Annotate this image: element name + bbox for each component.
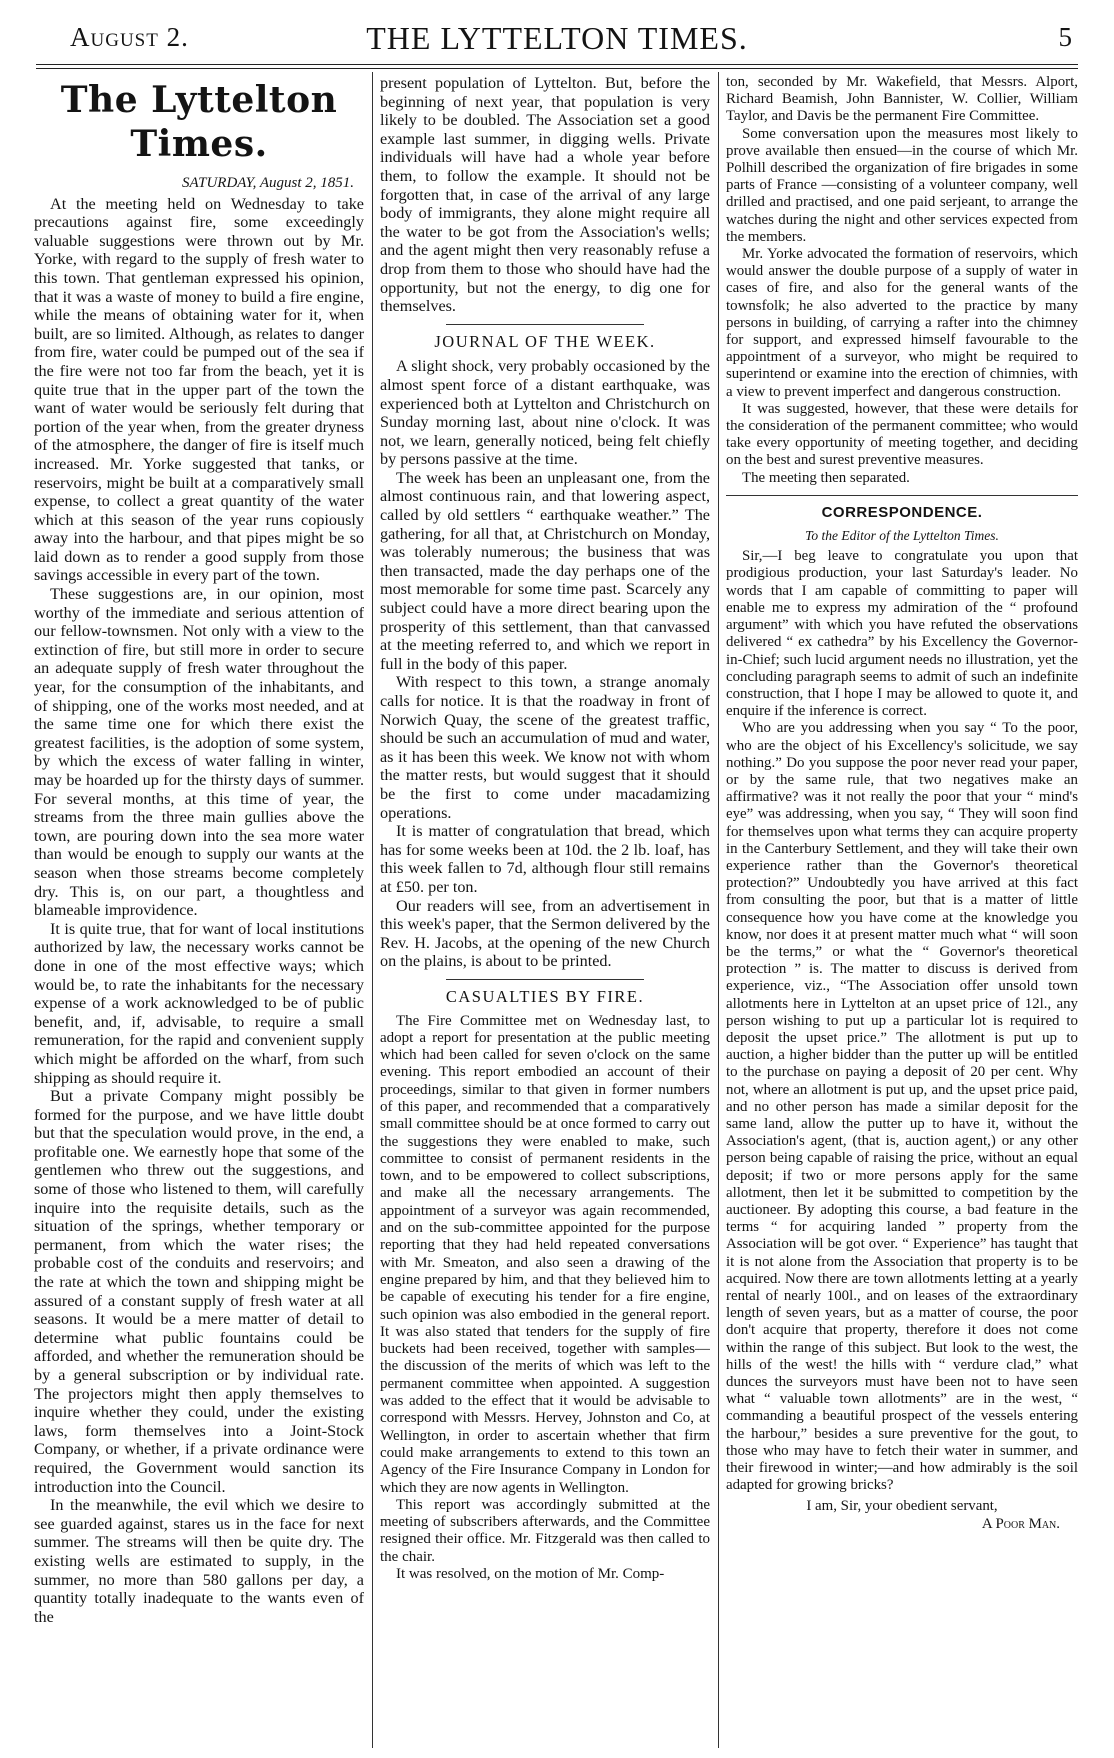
editorial-paragraph: But a private Company might possibly be formed for the purpose, and we have little doubt but that the speculation would prove, in the end, a profitable one. We earnestly hope that some of the gentlemen who threw out the suggestions, and some of those who listened to them, will carefully inquire into the requisite details, such as the situation of the springs, whether temporary or permanent, from which the water rises; the probable cost of the conduits and reservoirs; and the rate at which the town and shipping might be assured of a constant supply of fresh water at all seasons. It would be a mere matter of detail to determine what public fountains could be afforded, and whether the remuneration should be by a general subscription or by individual rate. The projectors might then apply themselves to inquire whether they could, under the existing laws, form themselves into a Joint-Stock Company, or whether, if a private ordinance were required, the Government would sanction its introduction into the Council. — [34, 1087, 364, 1496]
casualties-paragraph: The Fire Committee met on Wednesday last, to adopt a report for presentation at the public meeting which had been called for seven o'clock on the same evening. This report embodied an account of their proceedings, similar to that given in former numbers of this paper, and recommended that a comparatively small committee should be at once formed to carry out the suggestions they were enabled to make, such committee to consist of permanent residents in the town, and to be empowered to collect subscriptions, and make all the necessary arrangements. The appointment of a surveyor was again recommended, and on the sub-committee appointed for the purpose reporting that they had held repeated conversations with Mr. Smeaton, and also seen a drawing of the engine prepared by him, and that they believed him to be capable of executing his tender for a fire engine, such opinion was also embodied in the general report. It was also stated that tenders for the supply of fire buckets had been received, together with samples—the discussion of the merits of which was left to the permanent committee when appointed. A suggestion was added to the effect that it would be advisable to correspond with Messrs. Hervey, Johnston and Co, at Wellington, in order to ascertain whether that firm could make arrangements to extend to this town an Agency of the Fire Insurance Company in London for which they are now agents in Wellington. — [380, 1012, 710, 1496]
correspondence-salutation: To the Editor of the Lyttelton Times. — [805, 528, 999, 544]
journal-paragraph: A slight shock, very probably occasioned by the almost spent force of a distant earthquake, was experienced both at Lyttelton and Christchurch on Sunday morning last, about nine o'clock. It was not, we learn, generally noticed, being felt chiefly by persons passive at the time. — [380, 357, 710, 469]
fire-report-paragraph: The meeting then separated. — [742, 469, 910, 486]
column-divider-1 — [372, 72, 373, 1748]
letter-signature: A Poor Man. — [981, 1515, 1060, 1532]
column-divider-2 — [718, 72, 719, 1748]
journal-heading: JOURNAL OF THE WEEK. — [434, 331, 656, 351]
editorial-continuation: present population of Lyttelton. But, before the beginning of next year, that population is very likely to be doubled. The Association set a good example last summer, in digging wells. Private individuals will have had a whole year before them, to follow the example. It should not be forgotten that, in case of the arrival of any large body of immigrants, they alone might require all the water to be got from the Association's wells; and the agent might then very reasonably refuse a drop from them to those who should have had the opportunity, but not the energy, to dig one for themselves. — [380, 74, 710, 316]
dateline: SATURDAY, August 2, 1851. — [182, 175, 354, 191]
letter-closing: I am, Sir, your obedient servant, — [806, 1498, 998, 1515]
letter-paragraph: Sir,—I beg leave to congratulate you upon that prodigious production, your last Saturday's leader. No words that I am capable of committing to paper will enable me to express my admiration of the “ profound argument” with which you have refuted the observations delivered “ ex cathedra” by his Excellency the Governor-in-Chief; such lucid argument needs no illustration, yet the concluding paragraph seems to admit of such an indefinite construction, that I hope I may be allowed to quote it, and enquire if the inference is correct. — [726, 548, 1078, 720]
header-date: August 2. — [70, 22, 189, 52]
fire-report-paragraph: Mr. Yorke advocated the formation of reservoirs, which would answer the double purpose of a supply of water in cases of fire, and also for the general wants of the townsfolk; he also adverted to the practice by many persons in building, of carrying a rafter into the chimney for support, and expressed himself favourable to the appointment of a surveyor, who might be required to superintend or examine into the erection of chimnies, with a view to prevent imperfect and dangerous construction. — [726, 246, 1078, 400]
casualties-paragraph: It was resolved, on the motion of Mr. Comp- — [396, 1566, 665, 1582]
page-number: 5 — [1058, 22, 1072, 52]
header-rule-bottom — [36, 68, 1078, 69]
journal-paragraph: The week has been an unpleasant one, from the almost continuous rain, and that lowering aspect, called by old settlers “ earthquake weather.” The gathering, for all that, at Christchurch on Monday, was tolerably numerous; the business that was then transacted, made the day perhaps one of the most memorable for some time past. Scarcely any subject could have a more direct bearing upon the prosperity of this settlement, than that canvassed at the meeting referred to, and which we report in full in the body of this paper. — [380, 468, 710, 673]
column-2 — [380, 74, 710, 1746]
journal-paragraph: Our readers will see, from an advertisement in this week's paper, that the Sermon delivered by the Rev. H. Jacobs, at the opening of the new Church on the plains, is about to be printed. — [380, 896, 710, 971]
editorial-paragraph: In the meanwhile, the evil which we desire to see guarded against, stares us in the face for next summer. The streams will then be quite dry. The existing wells are estimated to supply, in the summer, no more than 580 gallons per day, a quantity totally inadequate to the wants even of the — [34, 1496, 364, 1626]
casualties-heading: CASUALTIES BY FIRE. — [445, 986, 645, 1006]
section-separator — [446, 979, 644, 980]
editorial-paragraph: It is quite true, that for want of local institutions authorized by law, the necessary works cannot be done in one of the most effective ways; which would be, to rate the inhabitants for the necessary expense of a work acknowledged to be of public benefit, and, if, advisable, to require a small remuneration, for the rapid and convenient supply which might be afforded on the wharf, from such shipping as should require it. — [34, 919, 364, 1087]
editorial-paragraph: At the meeting held on Wednesday to take precautions against fire, some exceedingly valuable suggestions were thrown out by Mr. Yorke, with regard to the supply of fresh water to this town. That gentleman expressed his opinion, that it was a waste of money to build a fire engine, while the means of obtaining water for it, when built, are so limited. Although, as relates to danger from fire, water could be pumped out of the sea if the fire were not too far from the beach, yet it is quite true that in the upper part of the town the want of water would be seriously felt during that portion of the year when, from the greater dryness of the atmosphere, the danger of fire is itself much increased. Mr. Yorke suggested that tanks, or reservoirs, might be built at a comparatively small expense, to collect a great quantity of the water which at this season of the year runs copiously away into the harbour, and that pipes might be so laid down as to render a good supply from those savings accessible in every part of the town. — [34, 194, 364, 585]
fire-report-continuation: ton, seconded by Mr. Wakefield, that Messrs. Alport, Richard Beamish, John Bannister, W. Collier, William Taylor, and Davis be the permanent Fire Committee. — [726, 74, 1078, 125]
journal-paragraph: It is matter of congratulation that bread, which has for some weeks been at 10d. the 2 lb. loaf, has this week fallen to 7d, although flour still remains at £50. per ton. — [380, 822, 710, 896]
letter-paragraph: Who are you addressing when you say “ To the poor, who are the object of his Excellency's solicitude, we say nothing.” Do you suppose the poor never read your paper, or by the same rule, that two negatives make an affirmative? was it not really the poor that your “ mind's eye” was addressing, when you say, “ They will soon find for themselves upon what terms they can acquire property in the Canterbury Settlement, and they will take their own experience rather than the Governor's theoretical protection?” Undoubtedly you have arrived at this fact from consulting the poor, but that is a matter of little consequence how you have come at the knowledge you know, nor does it at present matter much what “ will soon be the terms,” or what the “ Governor's theoretical protection ” is. The matter to discuss is derived from experience, viz., “The Association offer unsold town allotments here in Lyttelton at an upset price of 12l., any person wishing to put up a particular lot is required to deposit the upset price.” The allotment is put up to auction, a higher bidder than the putter up will be entitled to the purchase on paying a deposit of 20 per cent. Why not, where an allotment is put up, and the upset price paid, and no other person has made a similar deposit for the same land, allow the putter up to have it, without the Association's agent, (that is, auction agent,) or any other person being capable of raising the price, without an equal deposit; if two or more persons apply for the same allotment, then let it be submitted to competition by the auctioneer. By adopting this course, a bad feature in the terms “ for acquiring landed ” property from the Association will be got over. “ Experience” has taught that it is not alone from the Association that property is to be acquired. Now there are town allotments letting at a yearly rental of nearly 100l., and on leases of the extraordinary length of seven years, but as a matter of course, the poor don't acquire that property, therefore it does not come within the range of this subject. But look to the west, the hills of the west! the hills with “ verdure clad,” what dunces the surveyors must have been not to have seen what “ valuable town allotments” are in the west, “ commanding a beautiful prospect of the vessels entering the harbour,” besides a sure preventive for the gout, to those who may have to fetch their water in summer, and their firewood in winter;—and how admirably is the soil adapted for growing bricks? — [726, 720, 1078, 1494]
fire-report-paragraph: Some conversation upon the measures most likely to prove available then ensued—in the course of which Mr. Polhill described the organization of fire brigades in some parts of France —consisting of a volunteer company, well drilled and practised, and one paid serjeant, to arrange the watches during the night and other services expected from the members. — [726, 125, 1078, 245]
casualties-paragraph: This report was accordingly submitted at the meeting of subscribers afterwards, and the Committee resigned their office. Mr. Fitzgerald was then called to the chair. — [380, 1496, 710, 1565]
masthead: The Lyttelton Times. — [60, 79, 338, 165]
section-separator — [726, 495, 1078, 496]
header-title: THE LYTTELTON TIMES. — [366, 20, 748, 56]
section-separator — [446, 324, 644, 325]
journal-paragraph: With respect to this town, a strange anomaly calls for notice. It is that the roadway in front of Norwich Quay, the scene of the greatest traffic, should be such an accumulation of mud and water, as it has been this week. We know not with whom the matter rests, but would suggest that it should be the first to come under macadamizing operations. — [380, 673, 710, 822]
column-1 — [34, 74, 364, 1746]
column-3 — [726, 74, 1078, 1746]
correspondence-heading: CORRESPONDENCE. — [821, 503, 983, 521]
header-rule-top — [36, 64, 1078, 65]
page-header — [36, 18, 1078, 62]
fire-report-paragraph: It was suggested, however, that these were details for the consideration of the permanent committee; who would take every opportunity of meeting together, and deciding on the best and surest preventive measures. — [726, 400, 1078, 469]
editorial-paragraph: These suggestions are, in our opinion, most worthy of the immediate and serious attention of our fellow-townsmen. Not only with a view to the extinction of fire, but still more in order to secure an adequate supply of fresh water throughout the year, for the consumption of the inhabitants, and of shipping, one of the works most needed, and at the same time one for which there exist the greatest facilities, is the adoption of some system, by which the excess of water falling in winter, may be hoarded up for the thirsty days of summer. For several months, at this time of year, the streams from the three main gullies above the town, are pouring down into the sea more water than would be enough to supply our wants at the season when those streams become completely dry. This is, on our part, a thoughtless and blameable improvidence. — [34, 585, 364, 920]
